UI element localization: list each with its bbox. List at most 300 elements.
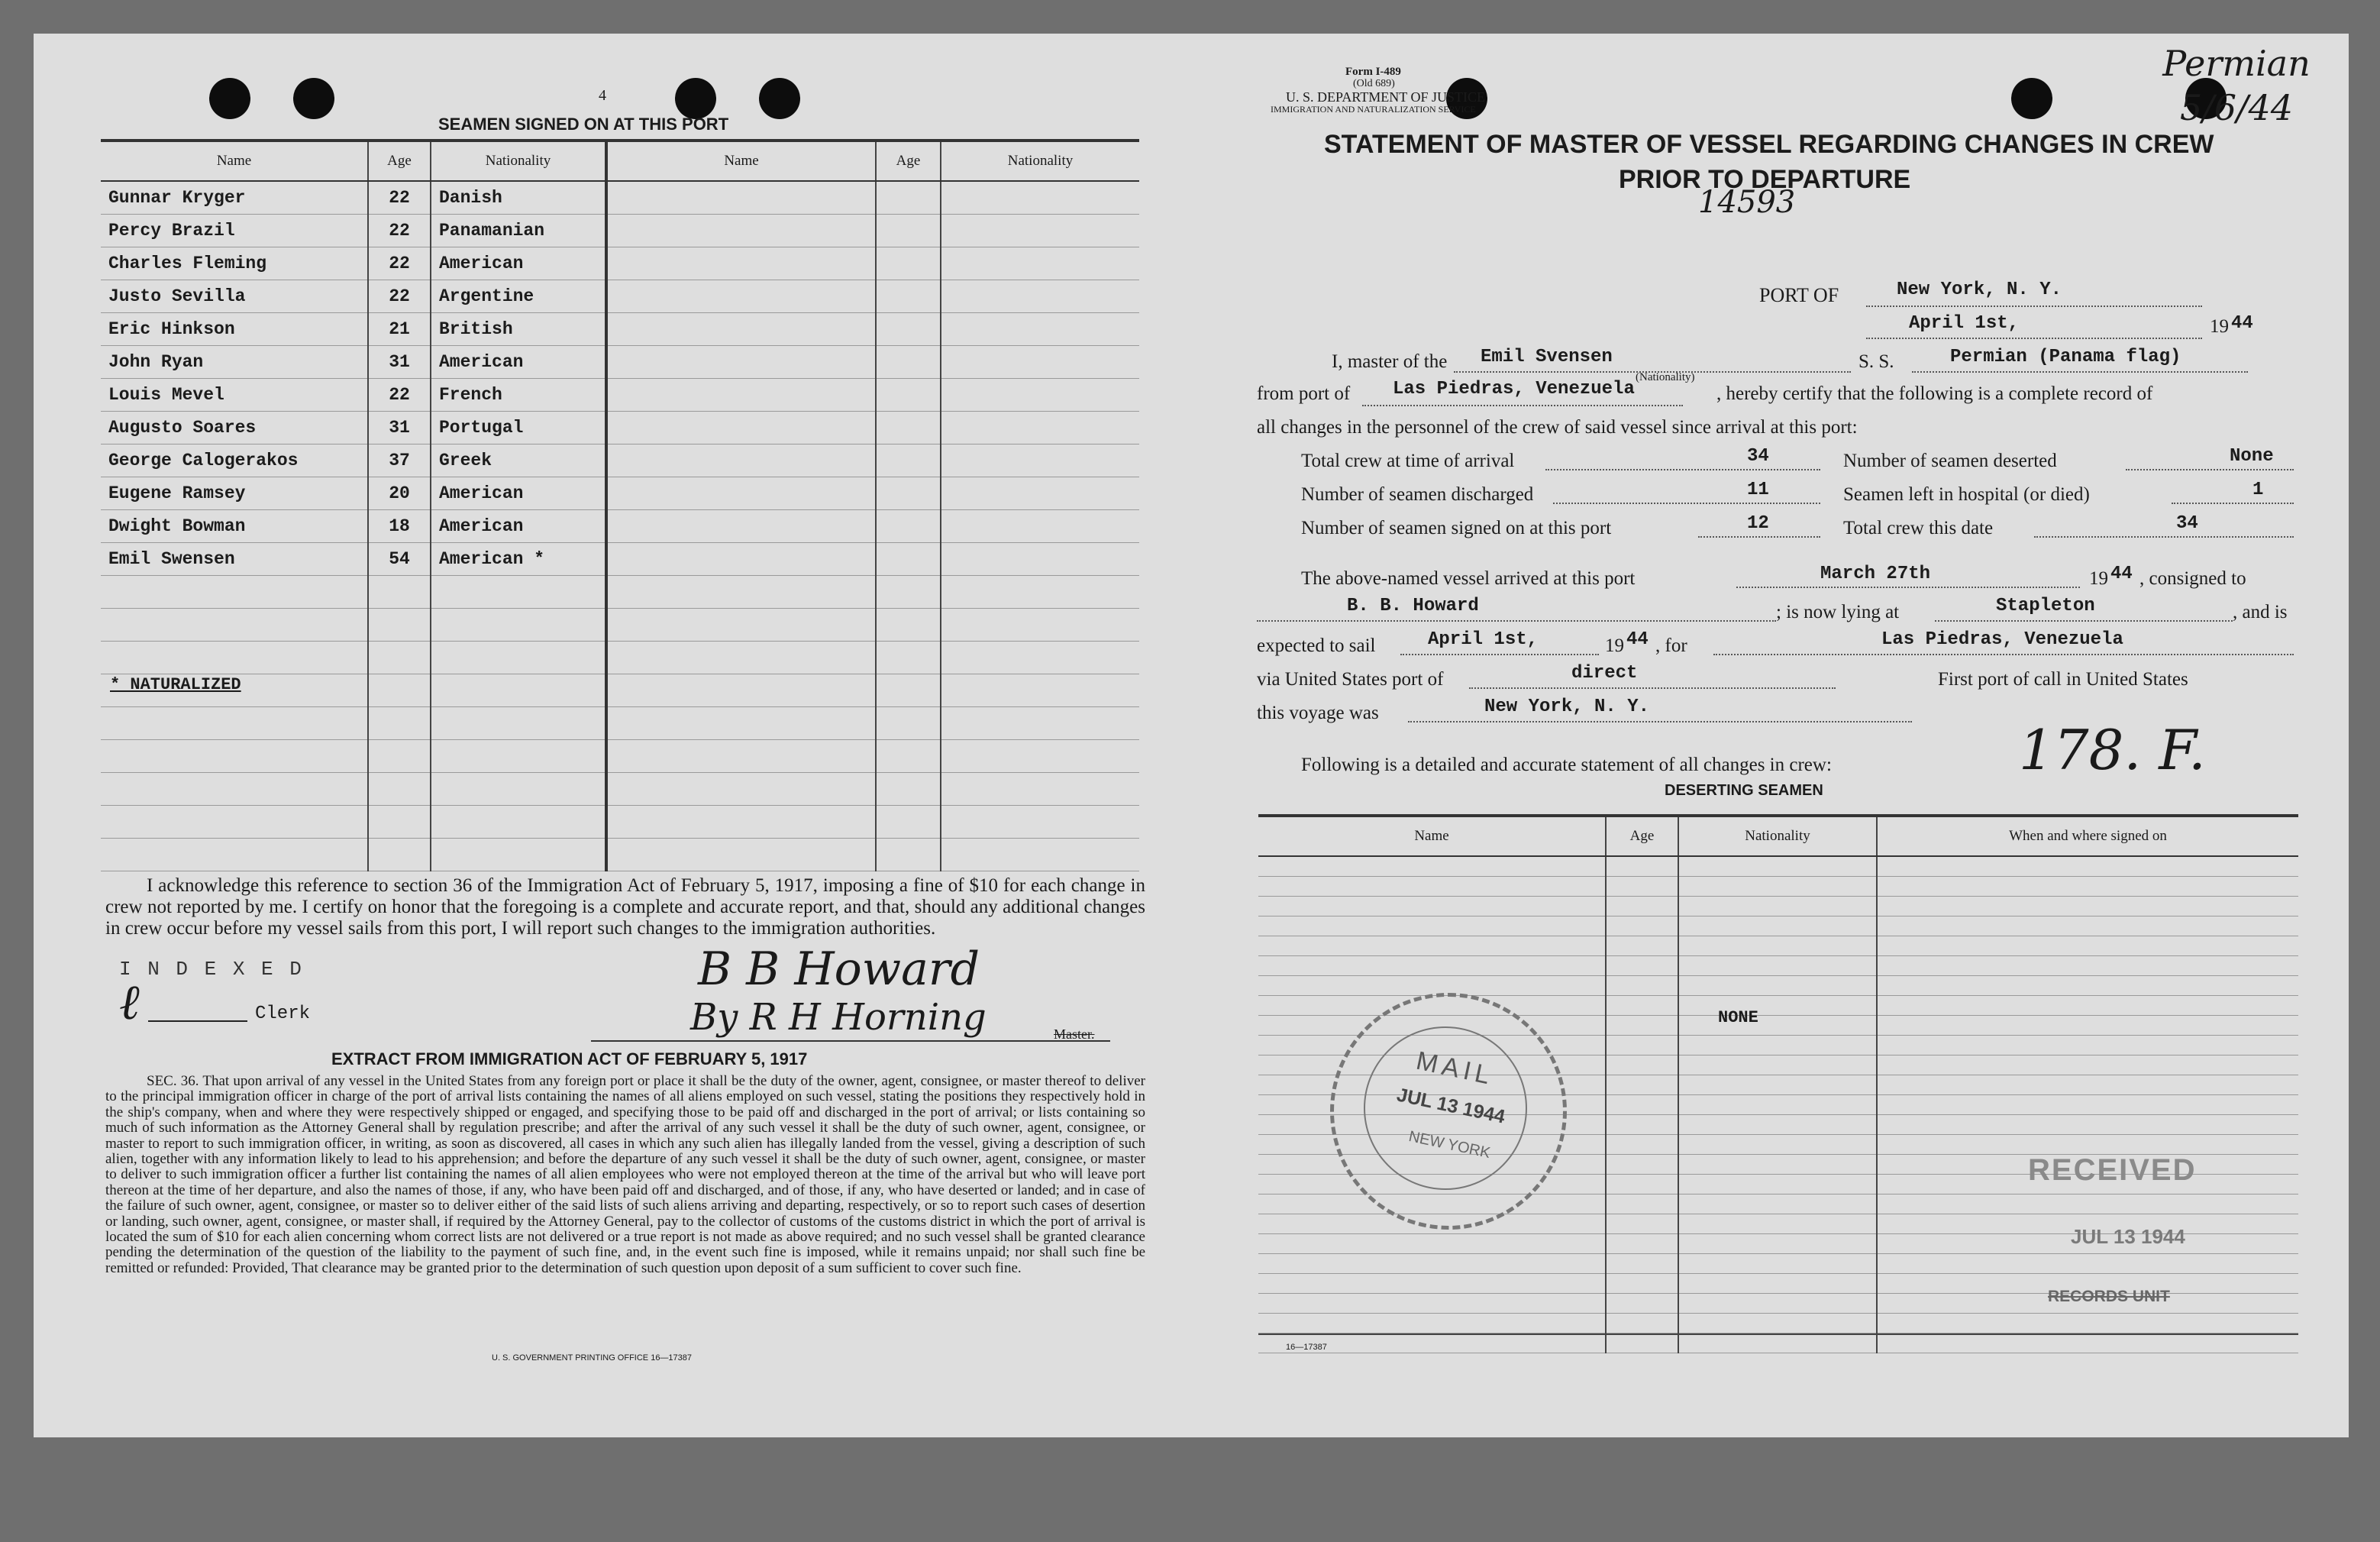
blank-cell: [1606, 877, 1678, 897]
table-row: [101, 181, 1139, 215]
col-name: Name: [101, 141, 368, 181]
blank-cell: [1606, 996, 1678, 1016]
blank-cell: [876, 839, 941, 871]
col-nationality: Nationality: [1678, 816, 1877, 856]
blank-cell: [876, 806, 941, 839]
table-row: [1258, 936, 2298, 956]
nationality-note: (Nationality): [1636, 371, 1695, 383]
blank-cell: [1258, 897, 1606, 916]
blank-cell: [876, 609, 941, 642]
blank-cell: [1678, 1333, 1877, 1353]
blank-cell: [1877, 1135, 2298, 1155]
blank-cell: [1678, 1175, 1877, 1194]
seaman-nationality: [431, 609, 606, 642]
master-intro: I, master of the: [1332, 351, 1448, 372]
blank-cell: [1877, 897, 2298, 916]
seaman-age: [368, 707, 431, 740]
blank-cell: [606, 839, 876, 871]
table-row: [1258, 976, 2298, 996]
blank-cell: [606, 510, 876, 543]
seaman-age: [368, 674, 431, 707]
table-row: [101, 280, 1139, 313]
stat-dots: [1698, 536, 1820, 538]
seaman-name: John Ryan: [101, 346, 368, 379]
seaman-name: Charles Fleming: [101, 247, 368, 280]
blank-cell: [1678, 1115, 1877, 1135]
blank-cell: [1606, 1016, 1678, 1036]
stat-discharged-label: Number of seamen discharged: [1301, 484, 1534, 505]
stat-discharged-value: 11: [1747, 480, 1769, 500]
col-nationality: Nationality: [431, 141, 606, 181]
blank-cell: [941, 379, 1139, 412]
blank-cell: [1606, 1254, 1678, 1274]
blank-cell: [1258, 976, 1606, 996]
via-value: direct: [1571, 663, 1638, 684]
blank-cell: [1258, 956, 1606, 976]
seaman-age: [368, 839, 431, 871]
blank-cell: [1606, 1314, 1678, 1333]
table-row: [101, 642, 1139, 674]
date-year: 44: [2231, 313, 2253, 334]
blank-cell: [941, 280, 1139, 313]
stat-deserted-label: Number of seamen deserted: [1843, 451, 2057, 471]
table-row: [101, 707, 1139, 740]
seaman-name: [101, 707, 368, 740]
acknowledgment-text: I acknowledge this reference to section 36 of the Immigration Act of February 5, 1917, imposing a fine of $10 for each change in crew not reported by me. I certify on honor that the foregoing is a complete and accurate report, and that, should any additional changes in crew occur before my vessel sails from this port, I will report such changes to the immigration authorities.: [105, 875, 1145, 939]
clerk-initials: ℓ: [119, 975, 140, 1031]
blank-cell: [606, 740, 876, 773]
blank-cell: [1877, 1036, 2298, 1055]
blank-cell: [1877, 936, 2298, 956]
table-row: [101, 215, 1139, 247]
lying-at: Stapleton: [1996, 596, 2095, 616]
printing-office: U. S. GOVERNMENT PRINTING OFFICE 16—17387: [492, 1353, 693, 1363]
arrived-text: The above-named vessel arrived at this port: [1301, 568, 1636, 589]
blank-cell: [941, 773, 1139, 806]
punch-hole: [675, 78, 716, 119]
naturalized-footnote: * NATURALIZED: [110, 675, 241, 694]
stat-dots: [1553, 503, 1820, 504]
blank-cell: [1606, 1155, 1678, 1175]
blank-cell: [941, 215, 1139, 247]
seaman-age: [368, 576, 431, 609]
blank-cell: [941, 839, 1139, 871]
port-label: PORT OF: [1759, 284, 1839, 306]
blank-cell: [1606, 1234, 1678, 1254]
blank-cell: [1678, 1294, 1877, 1314]
seaman-age: [368, 609, 431, 642]
blank-cell: [1678, 1155, 1877, 1175]
arrived-year: 44: [2110, 564, 2133, 584]
blank-cell: [1678, 1254, 1877, 1274]
table-row: [1258, 856, 2298, 877]
blank-cell: [1258, 1234, 1606, 1254]
blank-cell: [1606, 856, 1678, 877]
seaman-name: Emil Swensen: [101, 543, 368, 576]
blank-cell: [1606, 1175, 1678, 1194]
seamen-signed-on-table: [101, 139, 1139, 871]
arrived-date: March 27th: [1820, 564, 1931, 584]
blank-cell: [1877, 956, 2298, 976]
bottom-code: 16—17387: [1286, 1343, 1327, 1352]
punch-hole: [759, 78, 800, 119]
blank-cell: [1606, 897, 1678, 916]
bottom-line: [1258, 1333, 2298, 1335]
from-port-label: from port of: [1257, 383, 1351, 404]
blank-cell: [1877, 856, 2298, 877]
blank-cell: [606, 674, 876, 707]
stat-total-date-label: Total crew this date: [1843, 518, 1994, 538]
punch-hole: [209, 78, 250, 119]
blank-cell: [1258, 1274, 1606, 1294]
blank-cell: [941, 740, 1139, 773]
date-line: [1866, 338, 2202, 339]
seaman-name: [101, 806, 368, 839]
stat-dots: [2034, 536, 2294, 538]
seaman-age: 20: [368, 477, 431, 510]
blank-cell: [606, 543, 876, 576]
seaman-name: Eric Hinkson: [101, 313, 368, 346]
stat-total-arrival-value: 34: [1747, 446, 1769, 467]
expected-text: expected to sail: [1257, 635, 1376, 656]
table-row: [101, 247, 1139, 280]
deserting-title: DESERTING SEAMEN: [1665, 782, 1823, 799]
via-text: via United States port of: [1257, 669, 1444, 690]
seaman-name: [101, 773, 368, 806]
seaman-name: [101, 576, 368, 609]
table-row: [101, 444, 1139, 477]
seaman-age: 37: [368, 444, 431, 477]
blank-cell: [876, 707, 941, 740]
seaman-name: Dwight Bowman: [101, 510, 368, 543]
none-entry: NONE: [1718, 1008, 1758, 1027]
blank-cell: [941, 313, 1139, 346]
seaman-nationality: American: [431, 510, 606, 543]
seaman-nationality: British: [431, 313, 606, 346]
table-row: [101, 477, 1139, 510]
date-value: April 1st,: [1909, 313, 2020, 334]
blank-cell: [876, 280, 941, 313]
blank-cell: [606, 280, 876, 313]
stat-dots: [2172, 503, 2294, 504]
arrived-line: [1736, 587, 2080, 588]
seaman-nationality: [431, 576, 606, 609]
table-row: [101, 576, 1139, 609]
seaman-name: Louis Mevel: [101, 379, 368, 412]
seaman-nationality: French: [431, 379, 606, 412]
blank-cell: [876, 215, 941, 247]
stat-total-arrival-label: Total crew at time of arrival: [1301, 451, 1515, 471]
blank-cell: [1877, 1075, 2298, 1095]
blank-cell: [1258, 856, 1606, 877]
master-name: Emil Svensen: [1481, 347, 1613, 367]
table-row: [101, 313, 1139, 346]
seaman-name: [101, 609, 368, 642]
blank-cell: [606, 346, 876, 379]
certify-text-1: , hereby certify that the following is a complete record of: [1716, 383, 2153, 404]
blank-cell: [1877, 1016, 2298, 1036]
seaman-nationality: American *: [431, 543, 606, 576]
lying-line: [1935, 620, 2233, 622]
blank-cell: [1877, 1055, 2298, 1075]
blank-cell: [606, 181, 876, 215]
table-row: [1258, 897, 2298, 916]
seaman-nationality: [431, 642, 606, 674]
seaman-age: 21: [368, 313, 431, 346]
seaman-age: [368, 740, 431, 773]
handwritten-corner-note: Permian 5/6/44: [2162, 43, 2311, 128]
blank-cell: [606, 379, 876, 412]
for-text: , for: [1655, 635, 1687, 656]
punch-hole: [2011, 78, 2052, 119]
blank-cell: [1678, 1274, 1877, 1294]
stat-signed-on-label: Number of seamen signed on at this port: [1301, 518, 1612, 538]
blank-cell: [606, 313, 876, 346]
table-row: [101, 609, 1139, 642]
seaman-nationality: Portugal: [431, 412, 606, 444]
table-row: [1258, 956, 2298, 976]
blank-cell: [1877, 916, 2298, 936]
blank-cell: [941, 543, 1139, 576]
seaman-nationality: Panamanian: [431, 215, 606, 247]
and-is-text: , and is: [2233, 602, 2288, 622]
stat-total-date-value: 34: [2176, 513, 2198, 534]
blank-cell: [876, 379, 941, 412]
table-row: [1258, 877, 2298, 897]
blank-cell: [606, 576, 876, 609]
blank-cell: [1678, 1016, 1877, 1036]
stat-dots: [2126, 469, 2294, 470]
blank-cell: [606, 215, 876, 247]
blank-cell: [1678, 956, 1877, 976]
blank-cell: [1678, 976, 1877, 996]
vessel-line: [1912, 371, 2248, 373]
blank-cell: [1877, 1115, 2298, 1135]
clerk-label: Clerk: [255, 1004, 311, 1024]
blank-cell: [1877, 1194, 2298, 1214]
stat-hospital-value: 1: [2252, 480, 2264, 500]
service: IMMIGRATION AND NATURALIZATION SERVICE: [1271, 104, 1476, 115]
seaman-nationality: [431, 674, 606, 707]
stat-signed-on-value: 12: [1747, 513, 1769, 534]
blank-cell: [1258, 1314, 1606, 1333]
col-name-2: Name: [606, 141, 876, 181]
seaman-age: 54: [368, 543, 431, 576]
stamp-mail: MAIL: [1413, 1046, 1497, 1091]
col-nationality-2: Nationality: [941, 141, 1139, 181]
table-row: [101, 674, 1139, 707]
blank-cell: [1877, 1314, 2298, 1333]
table-row: [101, 510, 1139, 543]
form-title-line1: STATEMENT OF MASTER OF VESSEL REGARDING CHANGES IN CREW: [1324, 130, 2214, 159]
blank-cell: [1606, 1214, 1678, 1234]
indexed-stamp: I N D E X E D: [119, 958, 304, 981]
seaman-age: [368, 806, 431, 839]
records-unit: RECORDS UNIT: [2048, 1288, 2170, 1305]
page-number: 4: [599, 87, 606, 104]
seaman-age: [368, 642, 431, 674]
blank-cell: [606, 642, 876, 674]
seaman-nationality: [431, 806, 606, 839]
stat-hospital-label: Seamen left in hospital (or died): [1843, 484, 2090, 505]
blank-cell: [941, 444, 1139, 477]
blank-cell: [941, 181, 1139, 215]
blank-cell: [941, 247, 1139, 280]
blank-cell: [1678, 1214, 1877, 1234]
blank-cell: [1877, 976, 2298, 996]
blank-cell: [1606, 1055, 1678, 1075]
table-row: [1258, 1314, 2298, 1333]
blank-cell: [1678, 877, 1877, 897]
seaman-name: Eugene Ramsey: [101, 477, 368, 510]
blank-cell: [941, 477, 1139, 510]
stat-dots: [1545, 469, 1820, 470]
blank-cell: [1258, 936, 1606, 956]
table-row: [101, 412, 1139, 444]
destination: Las Piedras, Venezuela: [1881, 629, 2123, 650]
form-number: Form I-489: [1345, 66, 1401, 78]
vessel-prefix: S. S.: [1858, 351, 1894, 372]
seaman-name: Percy Brazil: [101, 215, 368, 247]
seaman-name: Justo Sevilla: [101, 280, 368, 313]
stat-deserted-value: None: [2230, 446, 2274, 467]
following-text: Following is a detailed and accurate statement of all changes in crew:: [1301, 755, 1832, 775]
extract-text: SEC. 36. That upon arrival of any vessel in the United States from any foreign port or place it shall be the duty of the owner, agent, consignee, or master thereof to deliver to the principal immigration officer in charge of the port of arrival lists containing the names of all aliens employed on such vessel, stating the positions they respectively hold in the ship's company, when and where they were respectively shipped or engaged, and specifying those to be paid off and discharged in the port of arrival; or lists containing so much of such information as the Attorney General shall by regulation prescribe; and after the arrival of any such vessel it shall be the duty of such owner, agent, consignee, or master to report to such immigration officer, in writing, as soon as discovered, all cases in which any such alien has illegally landed from the vessel, giving a description of such alien, together with any information likely to lead to his apprehension; and before the departure of any such vessel it shall be the duty of such owner, agent, consignee, or master to deliver to such immigration officer a further list containing the names of all alien employees who were not employed thereon at the time of the arrival but who will leave port thereon at the time of her departure, and also the names of those, if any, who have been paid off and discharged, and of those, if any, who have deserted or landed; and in case of the failure of such owner, agent, consignee, or master so to deliver either of the said lists of such aliens arriving and departing, respectively, or so to report such cases of desertion or landing, such owner, agent, consignee, or master shall, if required by the Attorney General, pay to the collector of customs of the customs district in which the port of arrival is located the sum of $10 for each alien concerning whom correct lists are not delivered or a true report is not made as above required; and no such vessel shall be granted clearance pending the determination of the question of the liability to the payment of such fine, and, in the event such fine is imposed, while it remains unpaid; nor shall such fine be remitted or refunded: Provided, That clearance may be granted prior to the determination of such question upon deposit of a sum sufficient to cover such fine.: [105, 1073, 1145, 1276]
consignee-line: [1257, 620, 1776, 622]
blank-cell: [1678, 1075, 1877, 1095]
form-title-line2: PRIOR TO DEPARTURE: [1619, 165, 1911, 194]
seaman-age: 31: [368, 412, 431, 444]
document-sheet: [34, 34, 2349, 1437]
blank-cell: [1606, 976, 1678, 996]
blank-cell: [1606, 1294, 1678, 1314]
blank-cell: [876, 773, 941, 806]
table-row: [101, 839, 1139, 871]
certify-text-2: all changes in the personnel of the crew of said vessel since arrival at this port:: [1257, 417, 1858, 438]
blank-cell: [606, 477, 876, 510]
seaman-age: 22: [368, 181, 431, 215]
blank-cell: [1877, 1254, 2298, 1274]
blank-cell: [876, 674, 941, 707]
table-row: [101, 740, 1139, 773]
sail-line: [1400, 654, 1599, 655]
seaman-nationality: American: [431, 477, 606, 510]
stamp-location: NEW YORK: [1407, 1127, 1492, 1162]
received-date: JUL 13 1944: [2071, 1225, 2185, 1248]
blank-cell: [1606, 1274, 1678, 1294]
blank-cell: [1258, 1254, 1606, 1274]
punch-hole: [293, 78, 334, 119]
blank-cell: [606, 412, 876, 444]
seaman-nationality: Argentine: [431, 280, 606, 313]
blank-cell: [1606, 1036, 1678, 1055]
blank-cell: [1258, 877, 1606, 897]
blank-cell: [876, 576, 941, 609]
stamp-date: JUL 13 1944: [1394, 1084, 1507, 1128]
table-row: [1258, 916, 2298, 936]
blank-cell: [876, 181, 941, 215]
blank-cell: [1678, 1194, 1877, 1214]
blank-cell: [606, 806, 876, 839]
extract-title: EXTRACT FROM IMMIGRATION ACT OF FEBRUARY 5, 1917: [331, 1049, 808, 1068]
port-line: [1866, 305, 2202, 307]
sail-date: April 1st,: [1428, 629, 1539, 650]
blank-cell: [1678, 1135, 1877, 1155]
arrived-year-prefix: 19: [2089, 568, 2108, 589]
seaman-age: [368, 773, 431, 806]
blank-cell: [1678, 916, 1877, 936]
seaman-age: 18: [368, 510, 431, 543]
blank-cell: [1606, 1194, 1678, 1214]
blank-cell: [1877, 877, 2298, 897]
blank-cell: [1877, 996, 2298, 1016]
table-row: [101, 806, 1139, 839]
blank-cell: [1606, 1075, 1678, 1095]
clerk-line: [148, 1020, 247, 1022]
lying-text: ; is now lying at: [1776, 602, 1900, 622]
blank-cell: [1606, 916, 1678, 936]
consigned-text: , consigned to: [2139, 568, 2246, 589]
blank-cell: [941, 707, 1139, 740]
table-row: [1258, 1333, 2298, 1353]
seaman-name: George Calogerakos: [101, 444, 368, 477]
blank-cell: [876, 740, 941, 773]
table-row: [101, 543, 1139, 576]
blank-cell: [1678, 1234, 1877, 1254]
blank-cell: [1606, 936, 1678, 956]
seaman-age: 22: [368, 215, 431, 247]
seaman-nationality: American: [431, 247, 606, 280]
blank-cell: [876, 444, 941, 477]
table-row: [101, 773, 1139, 806]
seaman-name: Gunnar Kryger: [101, 181, 368, 215]
seaman-name: [101, 642, 368, 674]
blank-cell: [876, 346, 941, 379]
blank-cell: [1678, 1055, 1877, 1075]
seaman-age: 22: [368, 379, 431, 412]
blank-cell: [1258, 1294, 1606, 1314]
voyage-value: New York, N. Y.: [1484, 697, 1650, 717]
blank-cell: [1678, 1095, 1877, 1115]
blank-cell: [1678, 856, 1877, 877]
consignee: B. B. Howard: [1347, 596, 1479, 616]
blank-cell: [876, 642, 941, 674]
col-age: Age: [368, 141, 431, 181]
blank-cell: [941, 346, 1139, 379]
blank-cell: [941, 576, 1139, 609]
seaman-nationality: [431, 740, 606, 773]
seaman-age: 22: [368, 280, 431, 313]
section-title: SEAMEN SIGNED ON AT THIS PORT: [438, 115, 729, 134]
seaman-age: 31: [368, 346, 431, 379]
form-old: (Old 689): [1353, 78, 1395, 89]
blank-cell: [876, 313, 941, 346]
blank-cell: [1606, 1333, 1678, 1353]
col-name: Name: [1258, 816, 1606, 856]
seaman-nationality: [431, 773, 606, 806]
sail-year: 44: [1626, 629, 1649, 650]
handwritten-code: 178. F.: [2019, 718, 2206, 782]
blank-cell: [606, 773, 876, 806]
col-age-2: Age: [876, 141, 941, 181]
blank-cell: [1258, 916, 1606, 936]
sail-year-prefix: 19: [1605, 635, 1624, 656]
department: U. S. DEPARTMENT OF JUSTICE: [1286, 89, 1485, 105]
blank-cell: [1678, 897, 1877, 916]
blank-cell: [876, 412, 941, 444]
blank-cell: [941, 510, 1139, 543]
blank-cell: [941, 412, 1139, 444]
